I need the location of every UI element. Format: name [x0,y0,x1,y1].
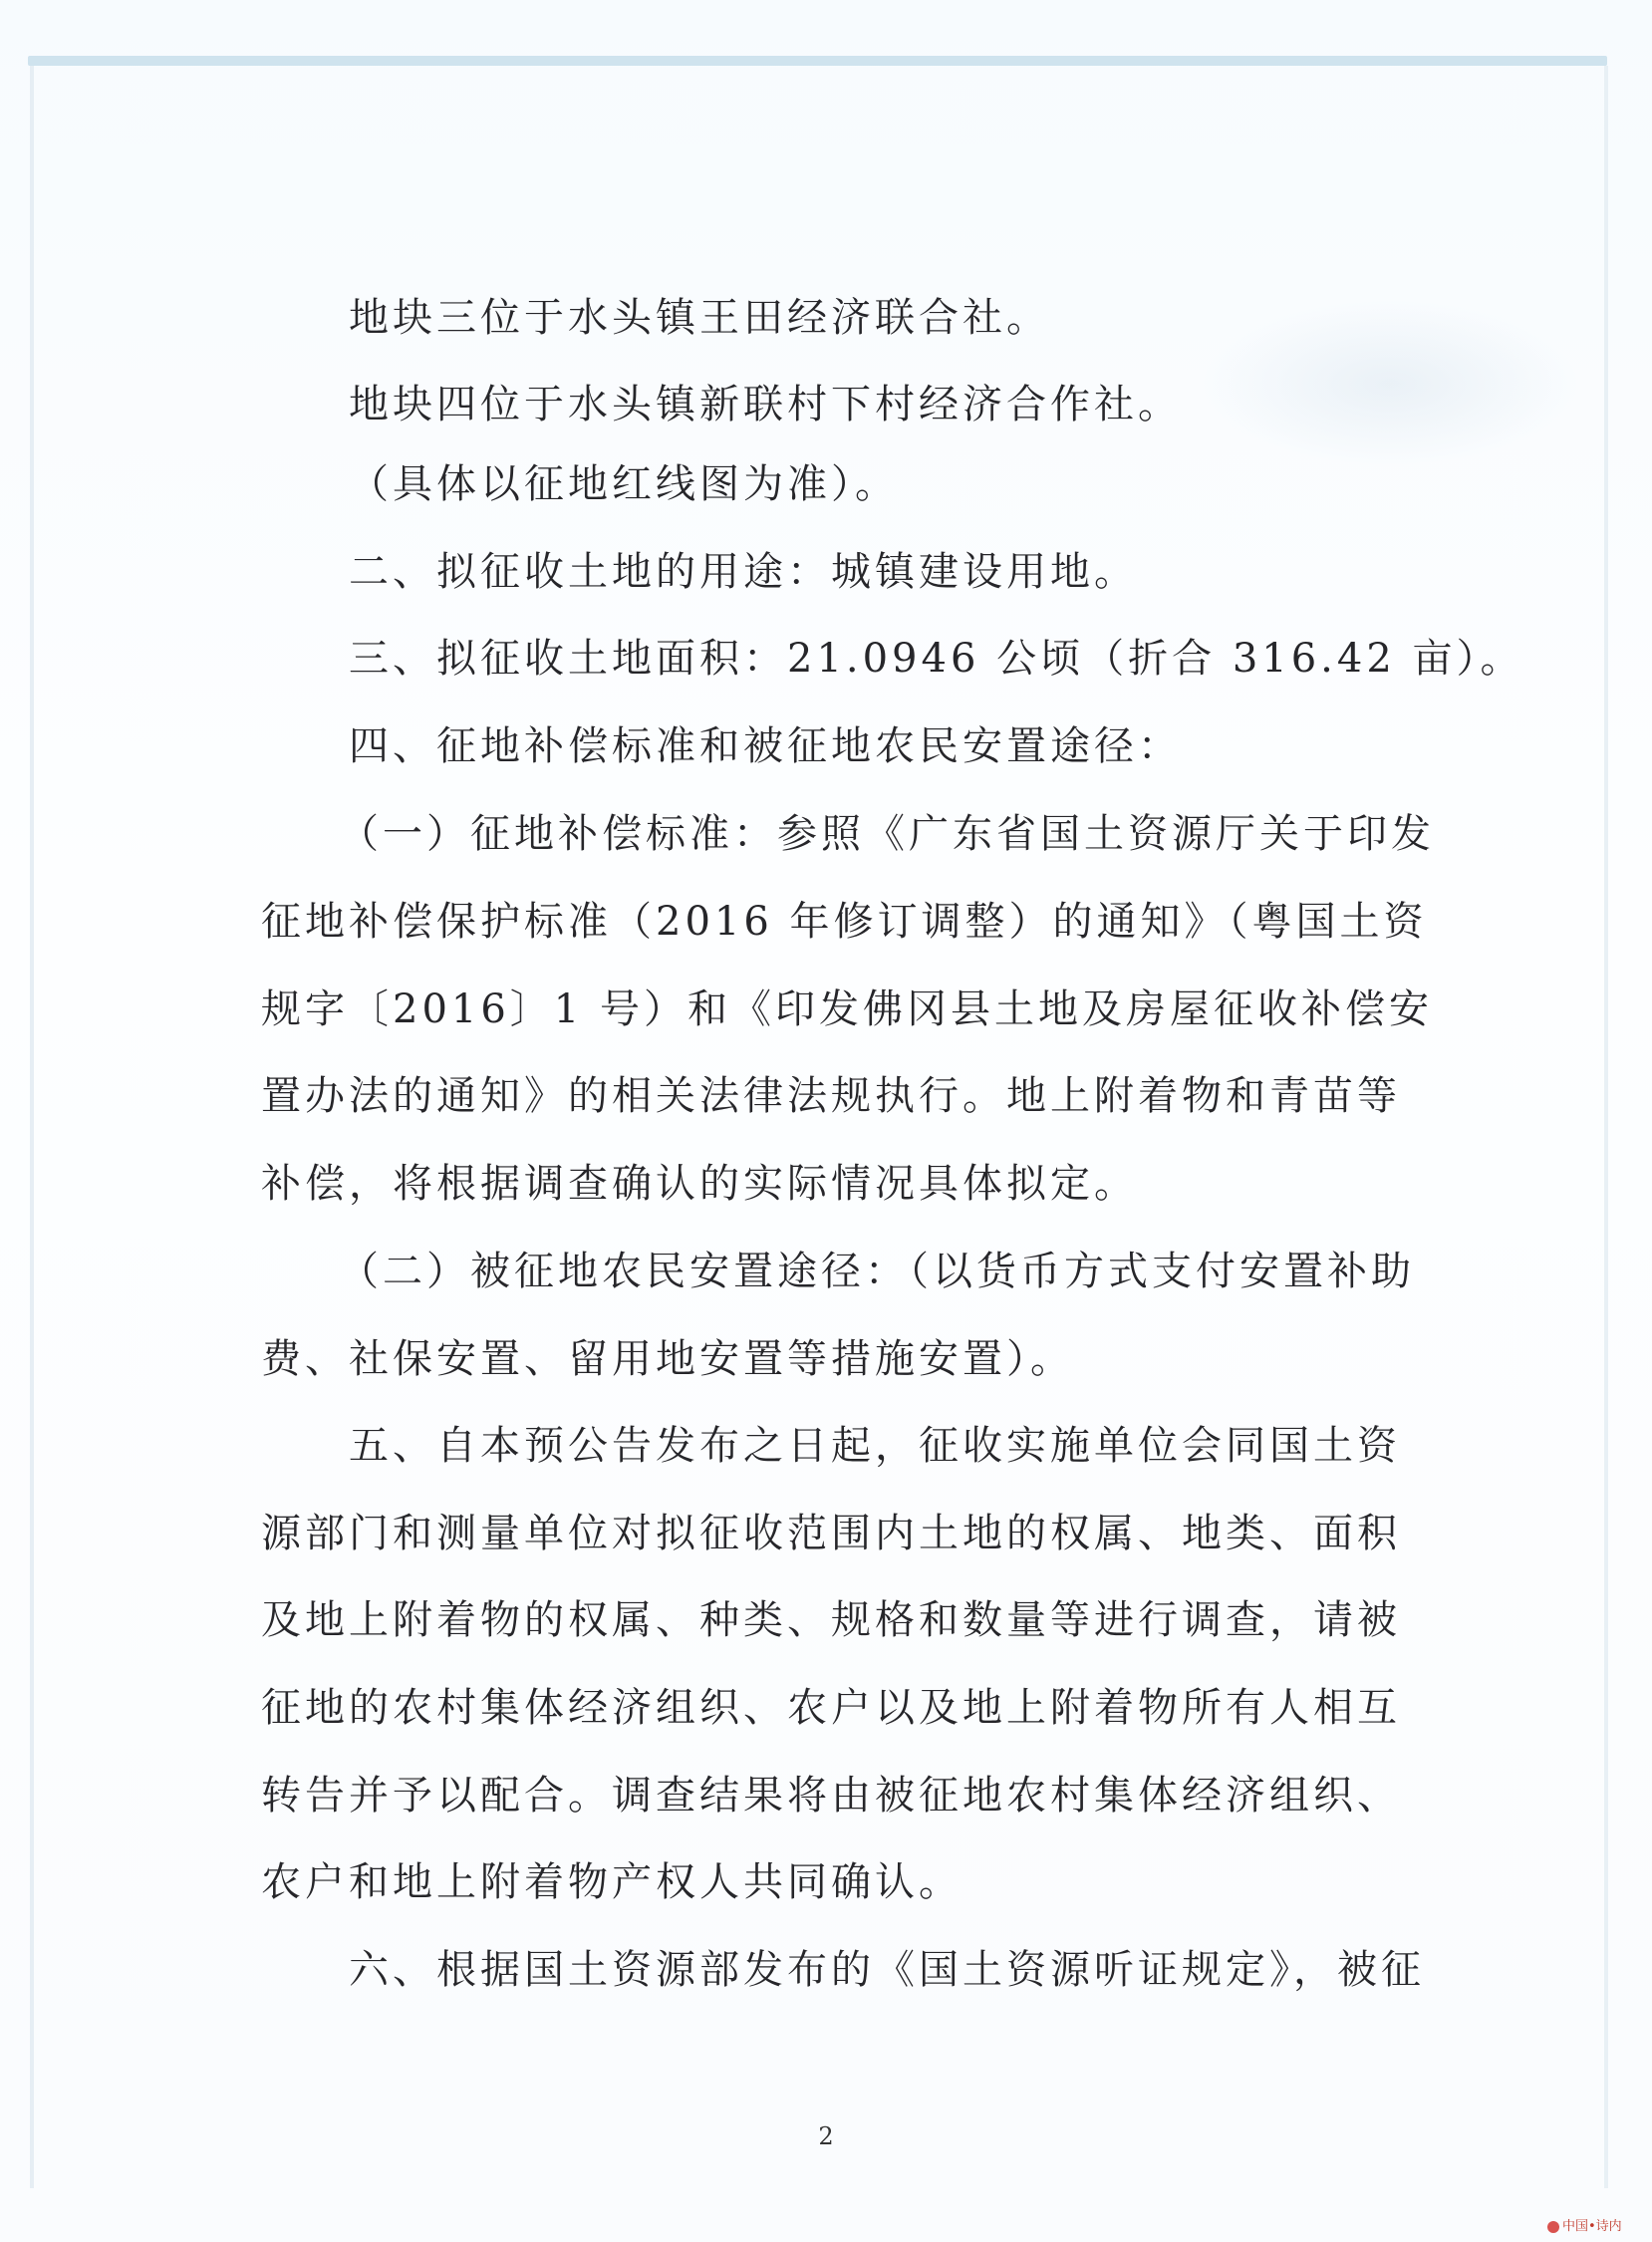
paragraph-line: 二、拟征收土地的用途：城镇建设用地。 [349,549,1138,595]
paragraph-line: 及地上附着物的权属、种类、规格和数量等进行调查，请被 [261,1597,1401,1643]
paragraph-line: 源部门和测量单位对拟征收范围内土地的权属、地类、面积 [261,1511,1401,1556]
paragraph-line: 六、根据国土资源部发布的《国土资源听证规定》，被征 [349,1947,1425,1993]
watermark-logo-icon [1547,2221,1559,2233]
paragraph-line: （一）征地补偿标准：参照《广东省国土资源厅关于印发 [339,811,1435,857]
paragraph-line: 转告并予以配合。调查结果将由被征地农村集体经济组织、 [261,1773,1401,1819]
paragraph-line: 三、拟征收土地面积：21.0946 公顷（折合 316.42 亩）。 [349,636,1524,682]
paragraph-line: 地块四位于水头镇新联村下村经济合作社。 [349,382,1182,427]
paragraph-line: 征地的农村集体经济组织、农户以及地上附着物所有人相互 [261,1685,1401,1731]
paragraph-line: 补偿，将根据调查确认的实际情况具体拟定。 [261,1161,1138,1207]
paragraph-line: 地块三位于水头镇王田经济联合社。 [349,295,1050,341]
watermark-stamp [1547,2215,1622,2234]
bleed-through-mark [1201,299,1579,468]
left-page-edge [30,66,34,2188]
paragraph-line: （具体以征地红线图为准）。 [349,461,899,507]
paragraph-line: 四、征地补偿标准和被征地农民安置途径： [349,723,1182,769]
paragraph-line: 置办法的通知》的相关法律法规执行。地上附着物和青苗等 [261,1073,1401,1119]
page-number: 2 [818,2122,834,2150]
right-page-edge [1604,66,1608,2188]
paragraph-line: 费、社保安置、留用地安置等措施安置）。 [261,1336,1074,1382]
watermark-text: 中国•诗内 [1562,2219,1622,2234]
top-border-rule [28,56,1607,66]
paragraph-line: （二）被征地农民安置途径：（以货币方式支付安置补助 [339,1249,1415,1294]
paragraph-line: 征地补偿保护标准（2016 年修订调整）的通知》（粤国土资 [261,899,1428,945]
paragraph-line: 农户和地上附着物产权人共同确认。 [261,1859,963,1905]
paragraph-line: 五、自本预公告发布之日起，征收实施单位会同国土资 [349,1423,1401,1469]
paragraph-line: 规字〔2016〕1 号）和《印发佛冈县土地及房屋征收补偿安 [261,986,1433,1032]
